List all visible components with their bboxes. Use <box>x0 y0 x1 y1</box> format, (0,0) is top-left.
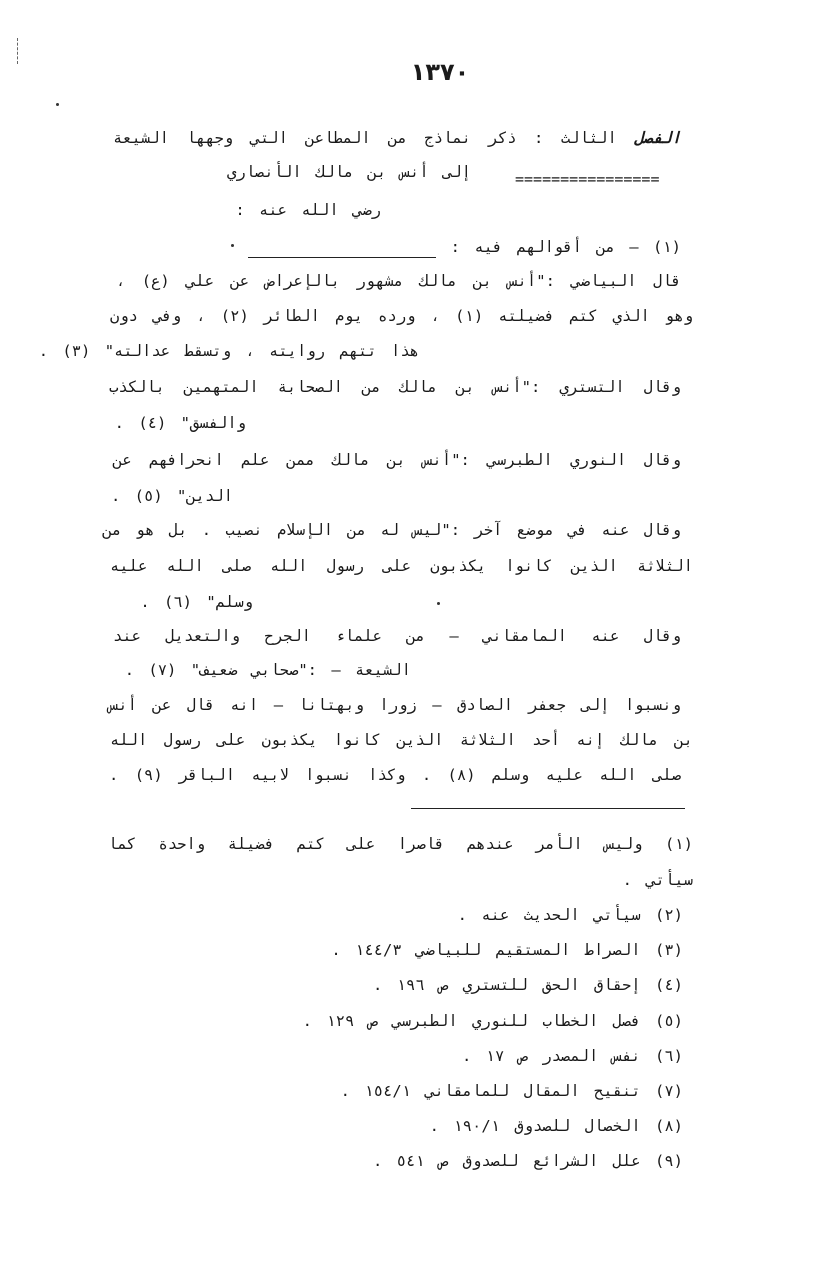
footnote: سيأتي . <box>622 871 693 889</box>
scan-speck <box>437 602 440 605</box>
body-line: الثلاثة الذين كانوا يكذبون على رسول الله صلى الله عليه <box>110 557 693 575</box>
body-line: قال البياضي :"أنس بن مالك مشهور بالإعراض عن علي (ع) ، <box>116 272 681 290</box>
body-line: وقال النوري الطبرسي :"أنس بن مالك ممن علم انحرافهم عن <box>113 451 681 469</box>
body-line: الشيعة – :"صحابي ضعيف" (٧) . <box>124 661 411 679</box>
body-line: وقال التستري :"أنس بن مالك من الصحابة المتهمين بالكذب <box>109 378 681 396</box>
section-title: (١) – من أقوالهم فيه : <box>450 238 681 256</box>
footnote: (٥) فصل الخطاب للنوري الطبرسي ص ١٢٩ . <box>302 1012 683 1030</box>
chapter-heading-line-3: رضي الله عنه : <box>235 201 381 219</box>
footnote: (١) وليس الأمر عندهم قاصرا على كتم فضيلة واحدة كما <box>108 835 693 853</box>
chapter-heading-line-1 <box>113 128 681 148</box>
chapter-heading-prefix: الفصل <box>634 129 681 147</box>
scan-speck <box>231 244 234 247</box>
body-line: ونسبوا إلى جعفر الصادق – زورا وبهتانا – انه قال عن أنس <box>109 696 681 714</box>
body-line: وقال عنه في موضع آخر :"ليس له من الإسلام نصيب . بل هو من <box>102 521 681 539</box>
heading-underline: ================ <box>515 170 660 188</box>
chapter-heading-line-2: إلى أنس بن مالك الأنصاري <box>227 163 471 181</box>
scan-speck <box>56 103 59 106</box>
footnote: (٤) إحقاق الحق للتستري ص ١٩٦ . <box>373 976 683 994</box>
body-line: وقال عنه المامقاني – من علماء الجرح والتعديل عند <box>113 627 681 645</box>
body-line: وهو الذي كتم فضيلته (١) ، ورده يوم الطائر (٢) ، وفي دون <box>110 307 694 325</box>
page-number: ١٣٧٠ <box>410 58 470 86</box>
footnote: (٣) الصراط المستقيم للبياضي ١٤٤/٣ . <box>331 941 683 959</box>
footnote: (٧) تنقيح المقال للمامقاني ١٥٤/١ . <box>340 1082 683 1100</box>
chapter-heading-text: الثالث : ذكر نماذج من المطاعن التي وجهها الشيعة <box>113 129 617 147</box>
body-line: الدين" (٥) . <box>111 487 233 505</box>
footnote: (٦) نفس المصدر ص ١٧ . <box>461 1047 683 1065</box>
body-line: هذا تتهم روايته ، وتسقط عدالته" (٣) . <box>38 342 419 360</box>
body-line: والفسق" (٤) . <box>114 414 246 432</box>
footnote: (٢) سيأتي الحديث عنه . <box>457 906 683 924</box>
footnote: (٨) الخصال للصدوق ١٩٠/١ . <box>429 1117 683 1135</box>
section-title-underline <box>248 257 436 258</box>
body-line: بن مالك إنه أحد الثلاثة الذين كانوا يكذبون على رسول الله <box>110 731 693 749</box>
footnote: (٩) علل الشرائع للصدوق ص ٥٤١ . <box>373 1152 683 1170</box>
body-line: وسلم" (٦) . <box>140 593 253 611</box>
body-line: صلى الله عليه وسلم (٨) . وكذا نسبوا لابيه الباقر (٩) . <box>109 766 681 784</box>
footnote-separator <box>411 808 685 809</box>
scan-edge-mark <box>17 38 19 64</box>
